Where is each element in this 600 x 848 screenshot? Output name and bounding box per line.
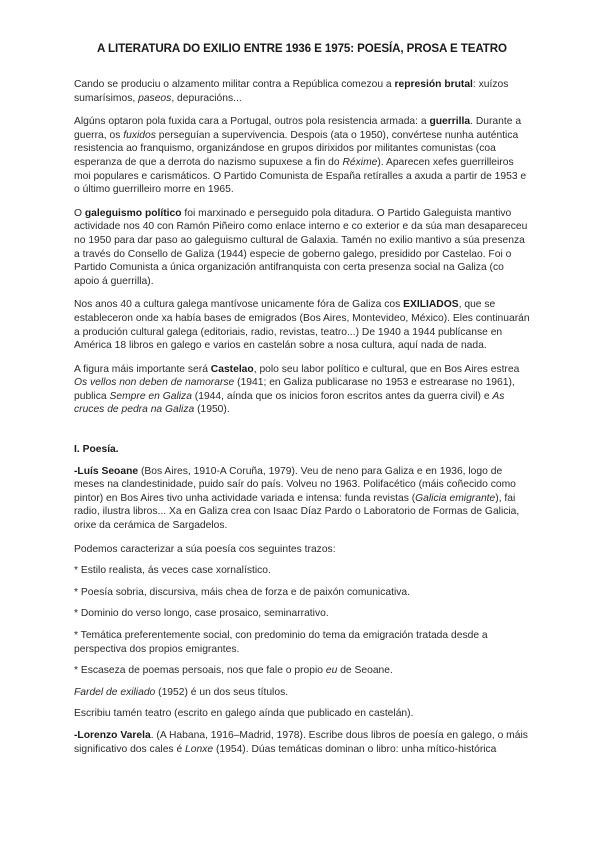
paragraph-varela [74,729,530,756]
paragraph-repression [74,78,530,105]
text-run: , depuracións... [171,92,242,104]
italic-term: Réxime [342,156,378,168]
text-run: Nos anos 40 a cultura galega mantívose unicamente fóra de Galiza cos [74,299,404,311]
text-run: . (A Habana, 1916–Madrid, 1978). Escribe dous libros de poesía en galego, o máis significativo dos cales é [74,729,528,755]
page-title: A LITERATURA DO EXILIO ENTRE 1936 E 1975: POESÍA, PROSA E TEATRO [97,42,507,55]
traits-intro: Podemos caracterizar a súa poesía cos seguintes trazos: [74,543,336,555]
text-run: de Seoane. [337,665,393,677]
text-run: (1950). [194,404,230,416]
italic-title: Lonxe [185,743,214,755]
author-name: -Luís Seoane [74,465,139,477]
text-run: (1952) é un dos seus títulos. [155,686,289,698]
text-run: foi marxinado e perseguido pola ditadura. O Partido Galeguista mantivo actividade nos 40 con Ramón Piñeiro como enlace interno e co exterior e da súa man desapareceu no 1950 para dar paso ao galeguismo cultural de Galaxia. Tamén no exilio mantivo a súa presenza a través do Consello de Galiza (1944) especie de goberno galego, presidido por Castelao. Foi o Partido Comunista a única organización antifranquista con certa presenza social na Galiza (co apoio á guerrilla). [74,207,528,287]
text-run: (Bos Aires, 1910-A Coruña, 1979). Veu de neno para Galiza e en 1936, logo de meses na clandestinidade, puido saír do país. Volveu no 1963. Polifacético (máis coñecido como pintor) en Bos Aires tivo unha actividade variada e intensa: funda revistas ( [74,465,516,504]
text-run: : xuízos sumarísimos, [74,79,509,104]
text-run: ). Aparecen xefes guerrilleiros moi populares e carismáticos. O Partido Comunista de España retíralles a axuda a partir de 1953 e o último guerrilleiro morre en 1965. [74,156,527,196]
text-run: Algúns optaron pola fuxida cara a Portugal, outros pola resistencia armada: a [74,116,430,128]
trait-item: * Temática preferentemente social, con predominio do tema da emigración tratada desde a perspectiva dos propios emigrantes. [74,630,488,655]
text-run: , polo seu labor político e cultural, que en Bos Aires estrea [253,363,520,375]
italic-title: Galicia emigrante [415,492,496,504]
paragraph-seoane [74,465,530,533]
text-run: ), fai radio, ilustra libros... Xa en Galiza crea con Isaac Díaz Pardo o Laboratorio de Formas de Galicia, orixe da cerámica de Sargadelos. [74,492,520,532]
text-run: . Durante a guerra, os [74,116,522,141]
bold-term: EXILIADOS [403,299,459,311]
section-heading-poesia: I. Poesía. [74,444,119,456]
text-run: perseguían a supervivencia. Despois (ata o 1950), convértese nunha auténtica resistencia ao franquismo, organizándose en grupos dirixidos por militantes comunistas (coa esperanza de que a derrota do nazismo supuxese a fin do [74,129,519,168]
text-run: , que se estableceron onde xa había bases de emigrados (Bos Aires, Montevideo, México). Eles continuarán a produción cultural galega (editoriais, radio, revistas, teatro...) De 1940 a 1944 publícanse en América 18 libros en galego e varios en castelán sobre a nosa cultura, aquí nada de nada. [74,299,530,352]
paragraph-exiliados [74,298,530,352]
trait-item: * Dominio do verso longo, case prosaico, seminarrativo. [74,608,329,620]
text-run: Cando se produciu o alzamento militar contra a República comezou a [74,79,395,90]
text-run: (1941; en Galiza publicarase no 1953 e estrearase no 1961), publica [74,377,515,402]
italic-title: Fardel de exiliado [74,686,156,698]
paragraph-guerrilla [74,115,530,197]
paragraph-teatro: Escribiu tamén teatro (escrito en galego aínda que publicado en castelán). [74,708,414,720]
paragraph-galeguismo [74,207,530,289]
italic-title: Sempre en Galiza [109,390,192,402]
italic-term: paseos [138,92,172,104]
bold-term: Castelao [210,363,254,375]
trait-item: * Estilo realista, ás veces case xornalístico. [74,565,271,577]
italic-term: eu [325,665,338,677]
text-run: * Escaseza de poemas persoais, nos que fale o propio [74,665,326,677]
bold-term: represión brutal [394,79,473,90]
text-run: O [74,207,85,219]
section-spacer [74,427,530,443]
trait-item [74,664,530,678]
italic-title: As cruces de pedra na Galiza [74,390,505,416]
text-run: (1954). Dúas temáticas dominan o libro: unha mítico-histórica [213,743,497,755]
text-run: (1944, aínda que os inicios foron escritos antes da guerra civil) e [191,390,493,402]
paragraph-fardel [74,686,530,700]
author-name: -Lorenzo Varela [74,729,151,741]
italic-title: Os vellos non deben de namorarse [74,377,235,389]
text-run: A figura máis importante será [74,363,211,375]
bold-term: galeguismo político [84,207,182,219]
trait-item: * Poesía sobria, discursiva, máis chea de forza e de paixón comunicativa. [74,586,410,598]
paragraph-castelao [74,363,530,417]
bold-term: guerrilla [429,116,471,128]
italic-term: fuxidos [123,129,156,141]
